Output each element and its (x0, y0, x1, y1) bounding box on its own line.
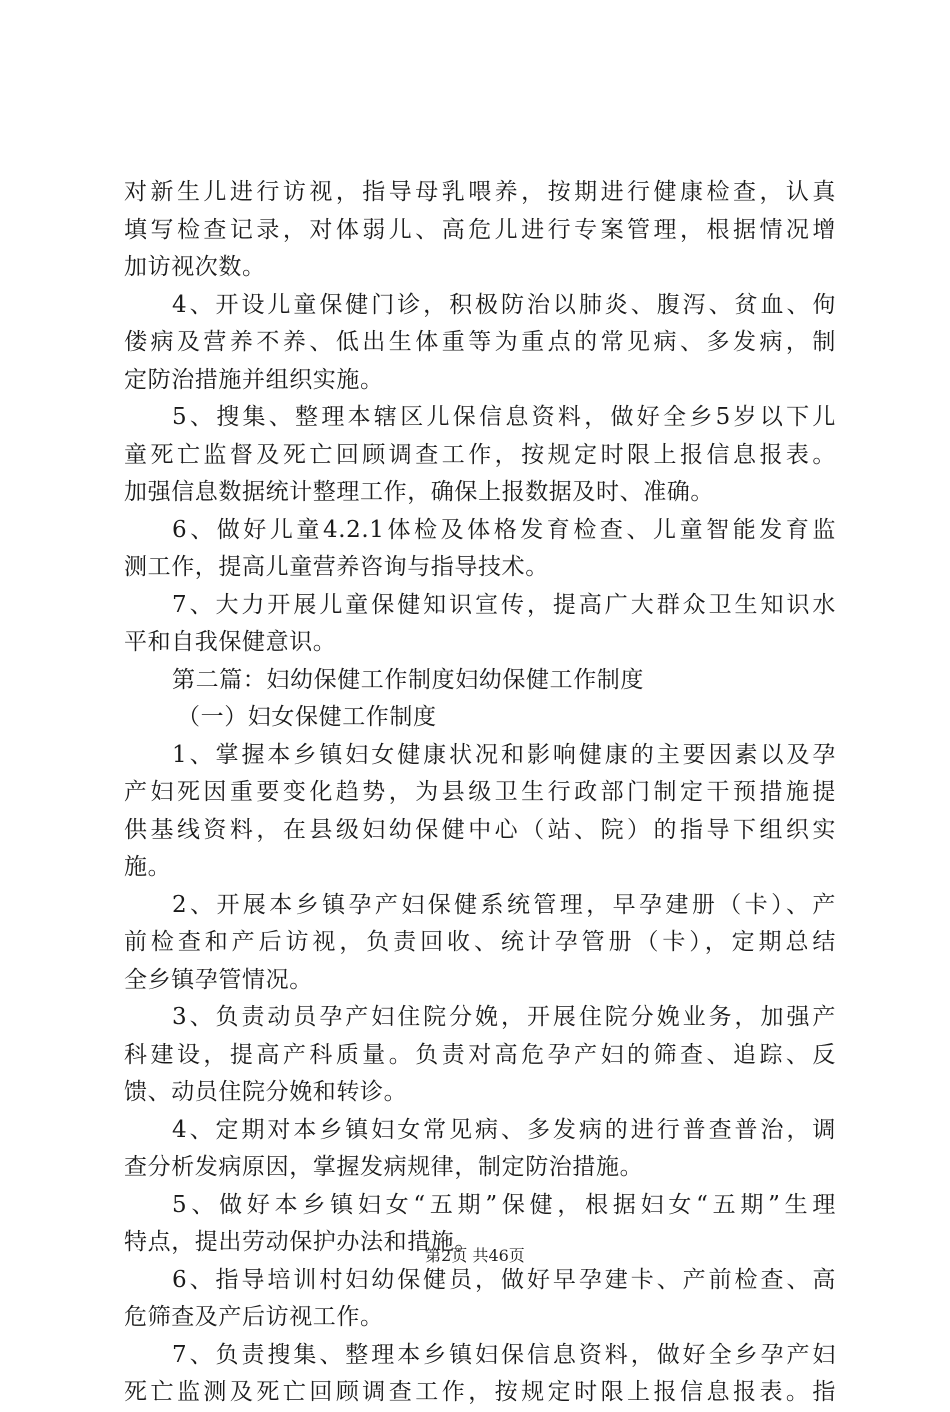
text-line: 查分析发病原因，掌握发病规律，制定防治措施。 (124, 1154, 644, 1180)
text-line: 科建设，提高产科质量。负责对高危孕产妇的筛查、追踪、反 (124, 1041, 836, 1068)
text-line: 测工作，提高儿童营养咨询与指导技术。 (124, 554, 549, 580)
text-line: 5、搜集、整理本辖区儿保信息资料，做好全乡5岁以下儿 (172, 404, 836, 430)
text-line: 2、开展本乡镇孕产妇保健系统管理，早孕建册（卡）、产 (172, 891, 836, 918)
text-line: 供基线资料，在县级妇幼保健中心（站、院）的指导下组织实 (124, 816, 836, 843)
text-line: 平和自我保健意识。 (124, 629, 337, 655)
text-line: 加强信息数据统计整理工作，确保上报数据及时、准确。 (124, 479, 714, 505)
text-line: 1、掌握本乡镇妇女健康状况和影响健康的主要因素以及孕 (172, 741, 836, 768)
text-line: 6、做好儿童4.2.1体检及体格发育检查、儿童智能发育监 (172, 516, 836, 543)
text-line: 死亡监测及死亡回顾调查工作，按规定时限上报信息报表。指 (124, 1379, 836, 1405)
text-line: 7、负责搜集、整理本乡镇妇保信息资料，做好全乡孕产妇 (172, 1341, 836, 1368)
text-line: 前检查和产后访视，负责回收、统计孕管册（卡），定期总结 (124, 929, 836, 955)
text-line: 定防治措施并组织实施。 (124, 366, 384, 393)
text-line: 加访视次数。 (124, 254, 266, 280)
text-line: 7、大力开展儿童保健知识宣传，提高广大群众卫生知识水 (172, 591, 836, 618)
text-line: 填写检查记录，对体弱儿、高危儿进行专案管理，根据情况增 (124, 216, 836, 243)
text-line: （一）妇女保健工作制度 (177, 704, 437, 730)
text-line: 产妇死因重要变化趋势，为县级卫生行政部门制定干预措施提 (124, 779, 836, 805)
text-line: 危筛查及产后访视工作。 (124, 1304, 384, 1330)
text-line: 馈、动员住院分娩和转诊。 (124, 1079, 408, 1105)
text-line: 3、负责动员孕产妇住院分娩，开展住院分娩业务，加强产 (172, 1004, 836, 1030)
document-body (124, 174, 836, 1412)
text-line: 施。 (124, 854, 172, 880)
page-footer: 第2页 共46页 (425, 1246, 525, 1265)
text-line: 对新生儿进行访视，指导母乳喂养，按期进行健康检查，认真 (124, 179, 836, 205)
text-line: 特点，提出劳动保护办法和措施。 (124, 1229, 478, 1255)
text-line: 4、开设儿童保健门诊，积极防治以肺炎、腹泻、贫血、佝 (172, 291, 836, 318)
text-line: 5、做好本乡镇妇女“五期”保健，根据妇女“五期”生理 (172, 1191, 836, 1218)
text-line: 全乡镇孕管情况。 (124, 966, 313, 993)
text-line: 第二篇：妇幼保健工作制度妇幼保健工作制度 (172, 666, 644, 693)
text-line: 偻病及营养不养、低出生体重等为重点的常见病、多发病，制 (124, 329, 836, 355)
text-line: 4、定期对本乡镇妇女常见病、多发病的进行普查普治，调 (172, 1116, 836, 1143)
text-line: 6、指导培训村妇幼保健员，做好早孕建卡、产前检查、高 (172, 1266, 836, 1293)
text-line: 童死亡监督及死亡回顾调查工作，按规定时限上报信息报表。 (124, 441, 836, 468)
